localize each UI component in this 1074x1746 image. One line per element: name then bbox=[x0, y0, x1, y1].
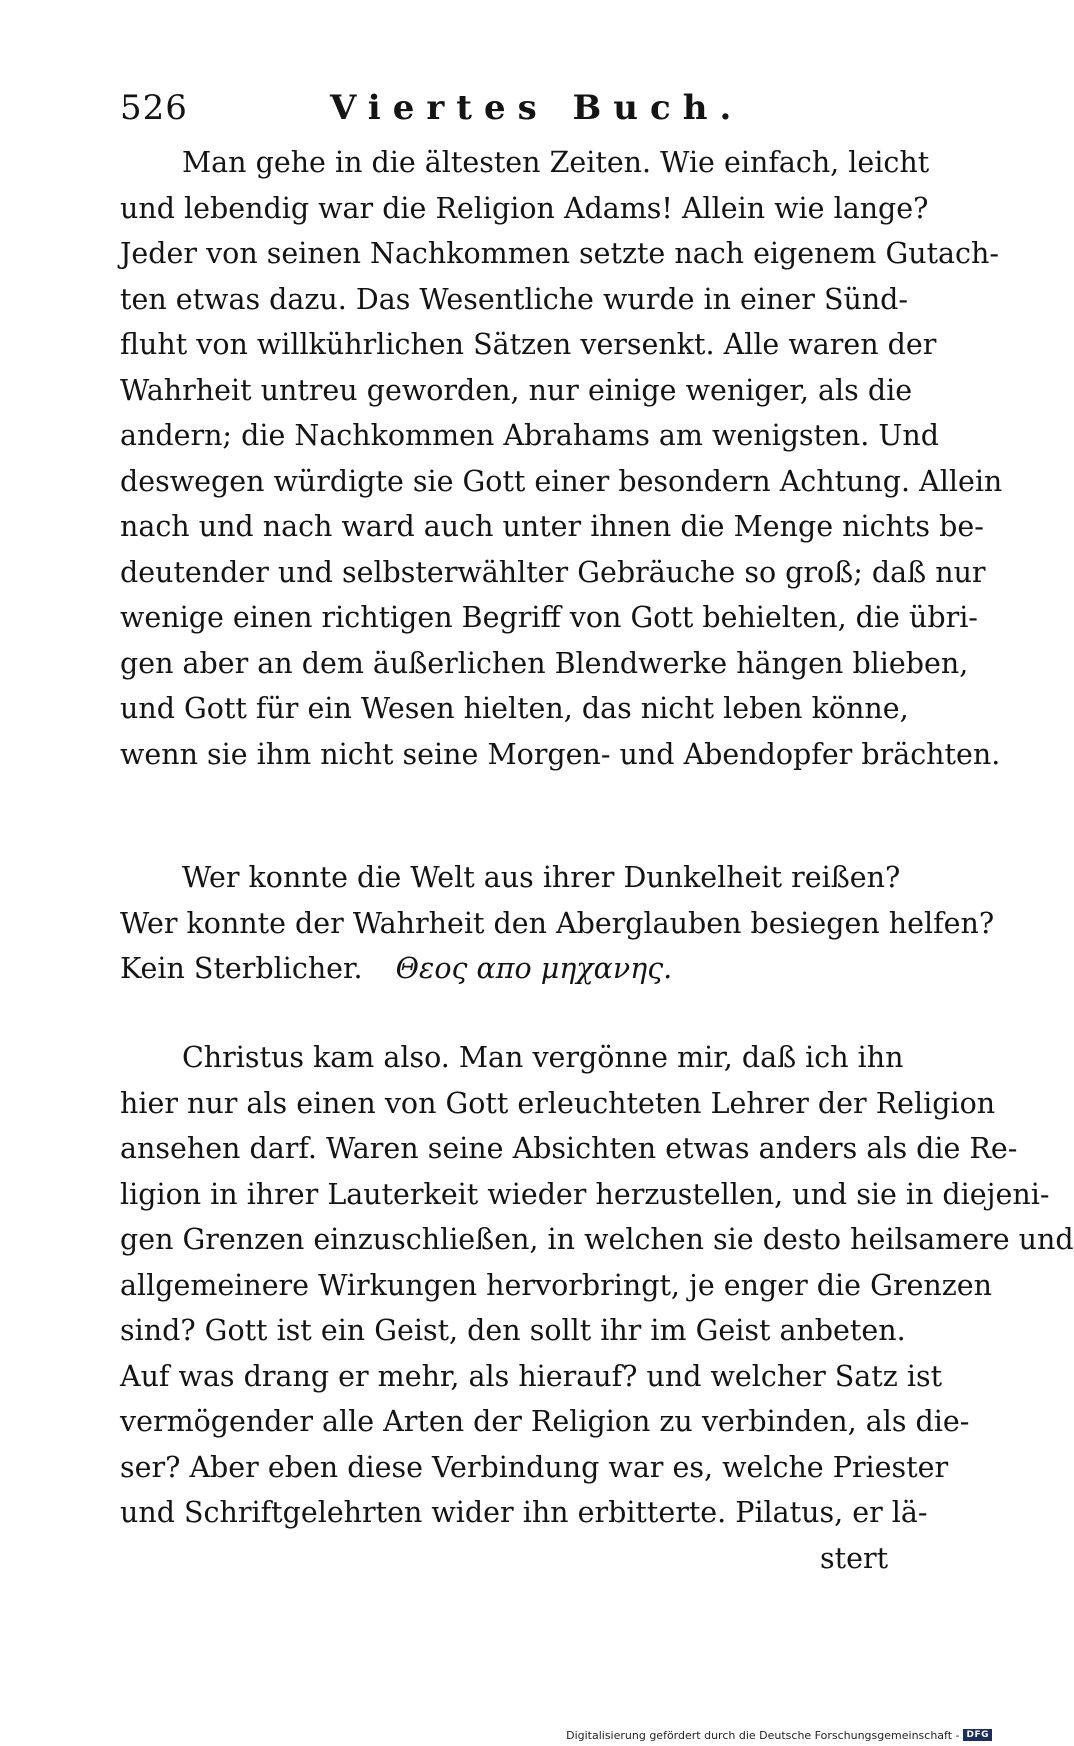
dfg-logo-icon: DFG bbox=[963, 1729, 992, 1741]
text-line-with-greek bbox=[120, 946, 890, 992]
text-line: fluht von willkührlichen Sätzen versenkt. Alle waren der bbox=[120, 328, 937, 361]
text-line: Wer konnte die Welt aus ihrer Dunkelheit reißen? bbox=[182, 861, 901, 894]
text-line: andern; die Nachkommen Abrahams am wenigsten. Und bbox=[120, 419, 939, 452]
text-line: deswegen würdigte sie Gott einer besondern Achtung. Allein bbox=[120, 464, 1003, 498]
text-line: wenn sie ihm nicht seine Morgen- und Abendopfer brächten. bbox=[120, 737, 1001, 771]
text-line: gen Grenzen einzuschließen, in welchen sie desto heilsamere und bbox=[120, 1223, 1074, 1256]
page-number: 526 bbox=[120, 88, 188, 128]
text-line: ten etwas dazu. Das Wesentliche wurde in einer Sünd- bbox=[120, 282, 909, 316]
footer-credit: Digitalisierung gefördert durch die Deutsche Forschungsgemeinschaft - bbox=[566, 1728, 960, 1742]
paragraph-2 bbox=[120, 855, 995, 992]
text-fragment: Kein Sterblicher. bbox=[120, 952, 363, 985]
text-line: Wer konnte der Wahrheit den Aberglauben besiegen helfen? bbox=[120, 906, 995, 940]
text-line: sind? Gott ist ein Geist, den sollt ihr im Geist anbeten. bbox=[120, 1314, 906, 1347]
text-line: Wahrheit untreu geworden, nur einige weniger, als die bbox=[120, 373, 913, 407]
text-line: und Gott für ein Wesen hielten, das nicht leben könne, bbox=[120, 692, 909, 725]
text-line: allgemeinere Wirkungen hervorbringt, je enger die Grenzen bbox=[120, 1268, 992, 1302]
text-line: Christus kam also. Man vergönne mir, daß ich ihn bbox=[182, 1041, 904, 1074]
text-line: nach und nach ward auch unter ihnen die Menge nichts be- bbox=[120, 510, 984, 543]
greek-phrase: Θεος απο μηχανης. bbox=[395, 952, 673, 985]
text-line: und Schriftgelehrten wider ihn erbitterte. Pilatus, er lä- bbox=[120, 1496, 928, 1529]
catchword: stert bbox=[820, 1542, 889, 1575]
text-line: gen aber an dem äußerlichen Blendwerke hängen blieben, bbox=[120, 646, 969, 680]
text-line: deutender und selbsterwählter Gebräuche so groß; daß nur bbox=[120, 555, 986, 589]
text-line: vermögender alle Arten der Religion zu verbinden, als die- bbox=[120, 1405, 970, 1438]
text-line: ligion in ihrer Lauterkeit wieder herzustellen, und sie in diejeni- bbox=[120, 1177, 1050, 1211]
text-line: ser? Aber eben diese Verbindung war es, welche Priester bbox=[120, 1450, 949, 1484]
text-line: ansehen darf. Waren seine Absichten etwas anders als die Re- bbox=[120, 1132, 1018, 1165]
text-line: Auf was drang er mehr, als hierauf? und welcher Satz ist bbox=[120, 1359, 943, 1393]
text-line: und lebendig war die Religion Adams! Allein wie lange? bbox=[120, 191, 929, 225]
digitization-footer bbox=[0, 1724, 1000, 1746]
text-line: Man gehe in die ältesten Zeiten. Wie einfach, leicht bbox=[182, 146, 930, 179]
page-header bbox=[120, 88, 910, 148]
paragraph-3 bbox=[120, 1035, 1074, 1536]
running-head: Viertes Buch. bbox=[330, 88, 744, 128]
text-line: hier nur als einen von Gott erleuchteten Lehrer der Religion bbox=[120, 1086, 996, 1120]
text-line: Jeder von seinen Nachkommen setzte nach eigenem Gutach- bbox=[120, 237, 999, 270]
text-line: wenige einen richtigen Begriff von Gott behielten, die übri- bbox=[120, 601, 978, 634]
paragraph-1 bbox=[120, 140, 1003, 777]
